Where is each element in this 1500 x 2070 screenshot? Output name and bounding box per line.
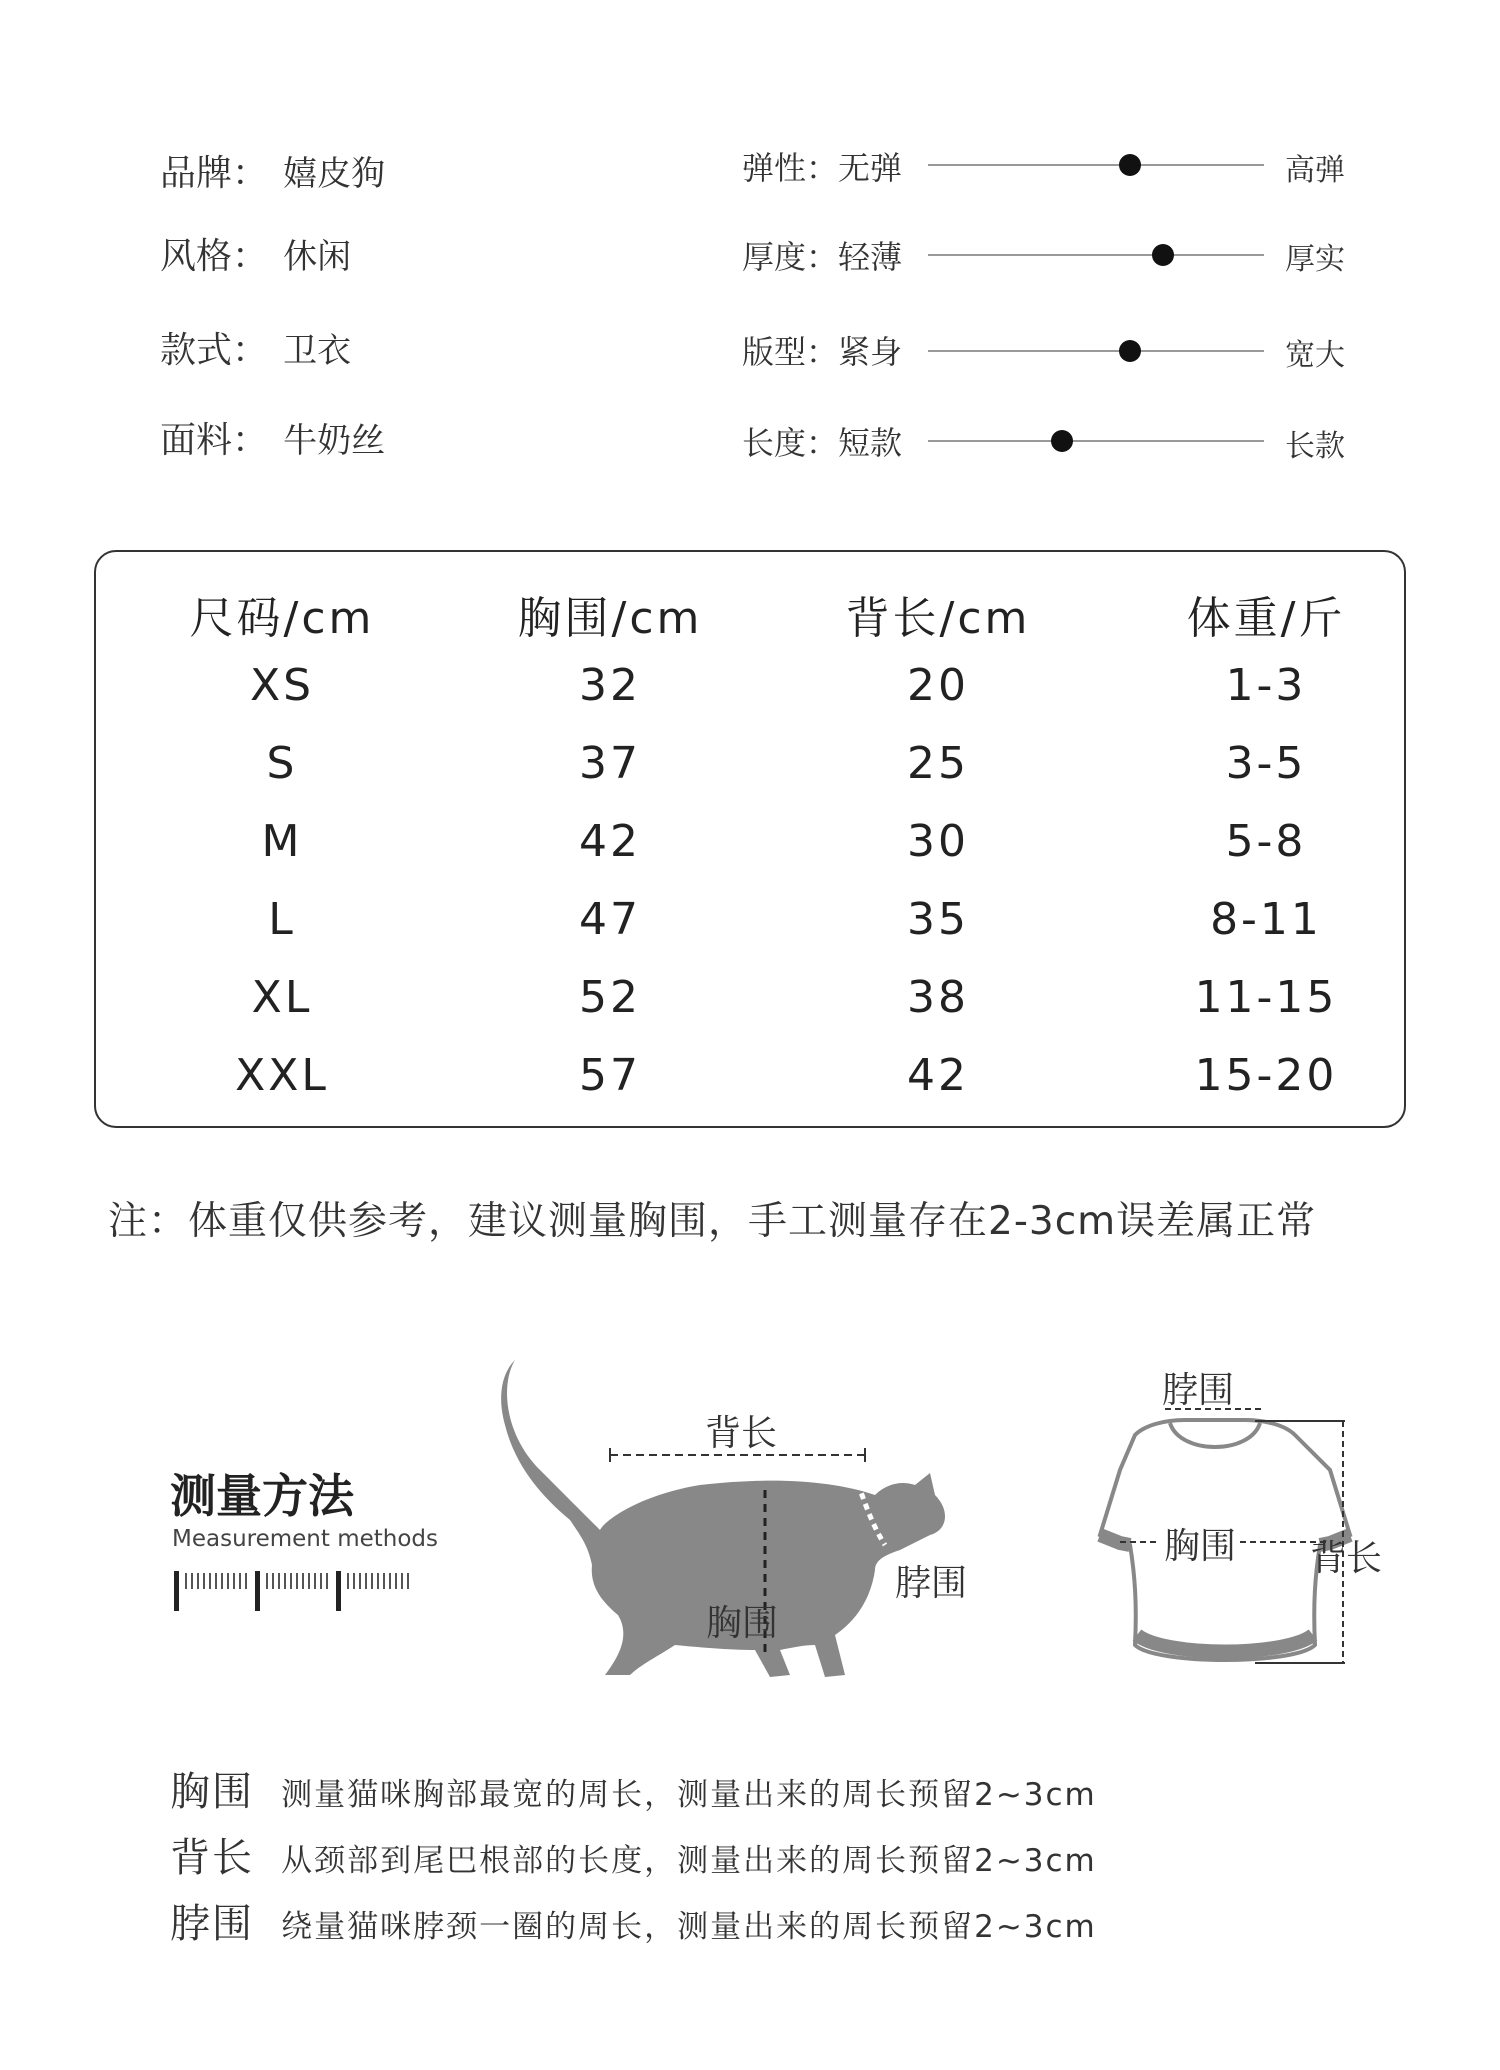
shirt-label-back: 背长 — [1310, 1538, 1383, 1579]
rating-length-text — [742, 418, 902, 464]
rating-length-high: 长款 — [1285, 429, 1345, 464]
table-header-chest: 胸围/cm — [517, 593, 703, 644]
rating-elasticity-low: 无弹 — [838, 149, 903, 187]
desc-text-back: 从颈部到尾巴根部的长度，测量出来的周长预留2~3cm — [281, 1843, 1097, 1879]
measure-title: 测量方法 — [170, 1469, 354, 1523]
rating-elasticity-dot — [1119, 154, 1141, 176]
rating-fit-dot — [1119, 340, 1141, 362]
measure-subtitle: Measurement methods — [172, 1526, 439, 1552]
size-note: 注：体重仅供参考，建议测量胸围，手工测量存在2-3cm误差属正常 — [108, 1199, 1317, 1244]
table-header-back: 背长/cm — [845, 593, 1031, 644]
cell-back: 42 — [907, 1050, 969, 1101]
cell-back: 35 — [907, 894, 969, 945]
rating-elasticity-label: 弹性： — [742, 149, 839, 187]
cell-weight: 11-15 — [1194, 972, 1338, 1023]
cell-weight: 15-20 — [1194, 1050, 1338, 1101]
cell-back: 20 — [907, 660, 969, 711]
ruler-icon — [170, 1565, 420, 1615]
attr-brand-label: 品牌： — [160, 153, 269, 194]
cell-back: 38 — [907, 972, 969, 1023]
cell-chest: 57 — [579, 1050, 641, 1101]
rating-thickness-high: 厚实 — [1285, 242, 1345, 277]
rating-thickness-dot — [1152, 244, 1174, 266]
cell-back: 30 — [907, 816, 969, 867]
cell-chest: 32 — [579, 660, 641, 711]
cell-size: XXL — [235, 1050, 329, 1101]
cell-size: L — [268, 894, 296, 945]
desc-term-chest: 胸围 — [170, 1769, 254, 1815]
attr-fabric — [160, 412, 385, 463]
attr-style-value: 休闲 — [283, 237, 352, 277]
cell-weight: 5-8 — [1225, 816, 1307, 867]
attr-fabric-value: 牛奶丝 — [283, 421, 386, 461]
shirt-label-chest: 胸围 — [1160, 1518, 1240, 1569]
cell-back: 25 — [907, 738, 969, 789]
list-item — [170, 1826, 1097, 1883]
cat-label-chest: 胸围 — [706, 1603, 779, 1644]
rating-elasticity-track — [928, 164, 1264, 166]
rating-length-low: 短款 — [838, 424, 903, 462]
cell-chest: 47 — [579, 894, 641, 945]
rating-thickness-low: 轻薄 — [838, 238, 903, 276]
cell-size: XS — [249, 660, 315, 711]
cell-size: M — [261, 816, 303, 867]
rating-thickness-text — [742, 232, 902, 278]
attr-brand-value: 嬉皮狗 — [283, 154, 386, 194]
rating-thickness-track — [928, 254, 1264, 256]
desc-text-neck: 绕量猫咪脖颈一圈的周长，测量出来的周长预留2~3cm — [281, 1909, 1097, 1945]
list-item — [170, 1892, 1097, 1949]
shirt-label-neck: 脖围 — [1162, 1370, 1235, 1411]
rating-fit-high: 宽大 — [1285, 338, 1345, 373]
cell-weight: 1-3 — [1225, 660, 1307, 711]
rating-length-label: 长度： — [742, 424, 839, 462]
cell-size: XL — [251, 972, 313, 1023]
cell-weight: 8-11 — [1210, 894, 1322, 945]
cell-chest: 42 — [579, 816, 641, 867]
rating-length-dot — [1051, 430, 1073, 452]
rating-length-track — [928, 440, 1264, 442]
desc-term-back: 背长 — [170, 1835, 254, 1881]
list-item — [170, 1760, 1097, 1817]
attr-style — [160, 228, 351, 279]
rating-thickness-label: 厚度： — [742, 238, 839, 276]
rating-fit-text — [742, 327, 902, 373]
size-table — [94, 550, 1406, 1128]
attr-fabric-label: 面料： — [160, 420, 269, 461]
attr-type-label: 款式： — [160, 330, 269, 371]
attr-type — [160, 322, 351, 373]
cat-label-neck: 脖围 — [895, 1563, 968, 1604]
rating-fit-label: 版型： — [742, 333, 839, 371]
rating-fit-low: 紧身 — [838, 333, 903, 371]
desc-term-neck: 脖围 — [170, 1901, 254, 1947]
cell-size: S — [266, 738, 298, 789]
rating-fit-track — [928, 350, 1264, 352]
attr-type-value: 卫衣 — [283, 331, 352, 371]
cell-chest: 52 — [579, 972, 641, 1023]
cell-weight: 3-5 — [1225, 738, 1307, 789]
rating-elasticity-text — [742, 143, 902, 189]
desc-text-chest: 测量猫咪胸部最宽的周长，测量出来的周长预留2~3cm — [281, 1777, 1097, 1813]
attr-style-label: 风格： — [160, 236, 269, 277]
rating-elasticity-high: 高弹 — [1285, 153, 1345, 188]
table-header-weight: 体重/斤 — [1186, 593, 1346, 644]
cat-label-back: 背长 — [705, 1413, 778, 1454]
cell-chest: 37 — [579, 738, 641, 789]
table-header-size: 尺码/cm — [189, 593, 375, 644]
attr-brand — [160, 145, 385, 196]
